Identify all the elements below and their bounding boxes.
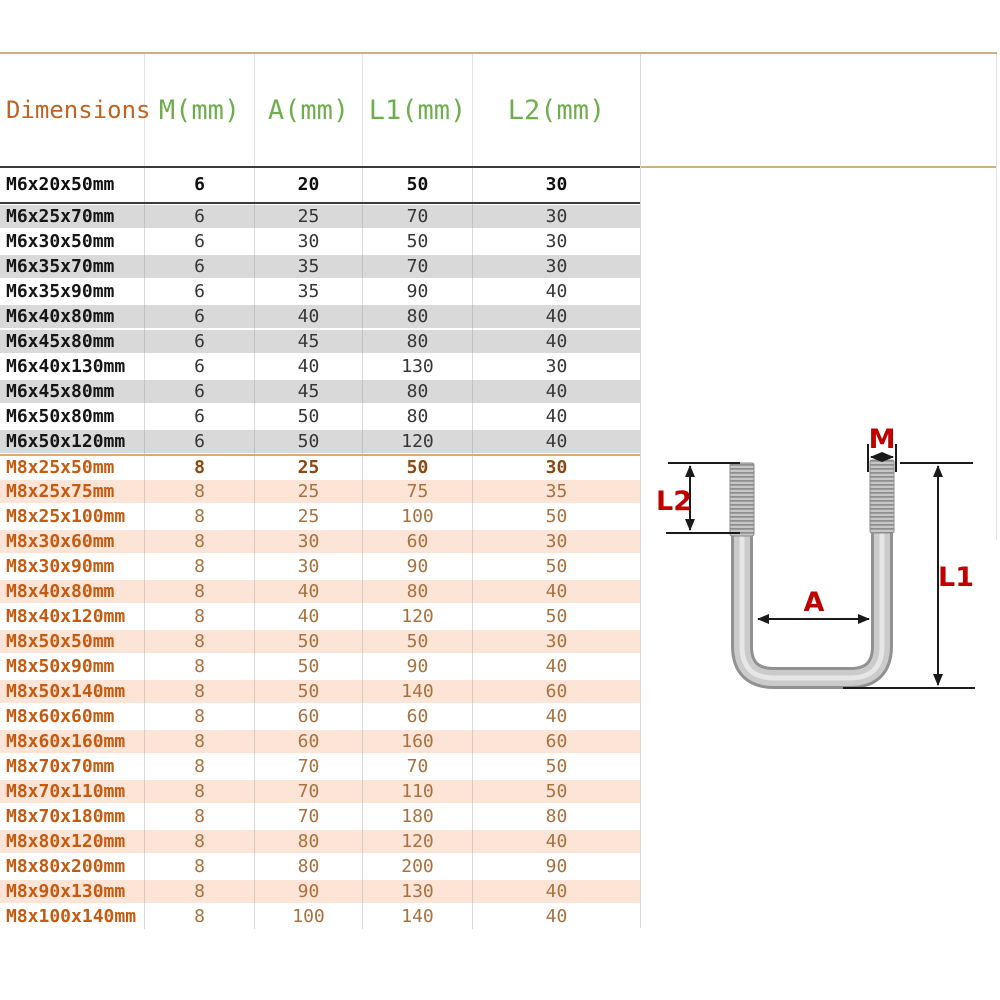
row-dimension-label: M6x20x50mm xyxy=(0,168,145,202)
row-value-m: 6 xyxy=(145,279,255,304)
row-value-a: 45 xyxy=(255,379,363,404)
row-dimension-label: M8x25x75mm xyxy=(0,479,145,504)
header-bottom-rule-right xyxy=(640,166,996,168)
row-value-a: 35 xyxy=(255,254,363,279)
row-value-m: 6 xyxy=(145,354,255,379)
row-value-m: 8 xyxy=(145,779,255,804)
row-value-l2: 35 xyxy=(545,481,568,502)
row-value-a: 40 xyxy=(255,579,363,604)
ubolt-diagram xyxy=(650,400,1000,720)
table-row xyxy=(0,529,640,554)
row-dimension-label: M6x30x50mm xyxy=(0,229,145,254)
row-value-l2: 40 xyxy=(545,706,568,727)
row-value-m: 6 xyxy=(145,379,255,404)
row-value-l2: 50 xyxy=(545,756,568,777)
row-value-l2: 30 xyxy=(545,457,568,478)
row-value-m: 6 xyxy=(145,254,255,279)
row-value-l2: 50 xyxy=(545,606,568,627)
row-value-m: 8 xyxy=(145,679,255,704)
row-value-l1: 110 xyxy=(363,779,473,804)
row-value-a: 70 xyxy=(255,804,363,829)
row-value-l1: 120 xyxy=(363,604,473,629)
row-value-a: 50 xyxy=(255,679,363,704)
row-value-l1: 80 xyxy=(363,404,473,429)
row-value-l1: 120 xyxy=(363,429,473,454)
row-value-l2: 30 xyxy=(545,174,568,195)
row-value-m: 8 xyxy=(145,504,255,529)
row-value-a: 80 xyxy=(255,829,363,854)
thread-left xyxy=(730,463,754,536)
row-dimension-label: M8x30x90mm xyxy=(0,554,145,579)
row-value-l1: 130 xyxy=(363,354,473,379)
row-value-a: 30 xyxy=(255,554,363,579)
row-value-l2: 80 xyxy=(545,806,568,827)
table-row xyxy=(0,754,640,779)
row-value-l1: 80 xyxy=(363,579,473,604)
row-value-l2: 40 xyxy=(545,281,568,302)
dim-label-l2: L2 xyxy=(656,486,692,517)
row-value-a: 60 xyxy=(255,729,363,754)
row-value-l1: 90 xyxy=(363,279,473,304)
row-value-a: 25 xyxy=(255,204,363,229)
table-row xyxy=(0,329,640,354)
row-value-m: 8 xyxy=(145,479,255,504)
table-row xyxy=(0,904,640,929)
row-value-l2: 50 xyxy=(545,556,568,577)
dim-label-m: M xyxy=(868,424,896,455)
column-header-l1: L1(mm) xyxy=(363,54,473,166)
row-value-l2: 30 xyxy=(545,631,568,652)
row-dimension-label: M8x100x140mm xyxy=(0,904,145,929)
row-value-l2: 30 xyxy=(545,531,568,552)
ubolt-shape xyxy=(730,460,894,678)
row-value-m: 8 xyxy=(145,554,255,579)
column-header-dimensions: Dimensions xyxy=(0,54,145,166)
row-value-a: 45 xyxy=(255,329,363,354)
row-value-m: 8 xyxy=(145,456,255,479)
row-value-a: 60 xyxy=(255,704,363,729)
row-dimension-label: M8x70x70mm xyxy=(0,754,145,779)
row-value-l1: 120 xyxy=(363,829,473,854)
table-row xyxy=(0,604,640,629)
row-value-a: 20 xyxy=(255,168,363,202)
row-value-l1: 70 xyxy=(363,204,473,229)
row-value-l1: 50 xyxy=(363,229,473,254)
row-value-a: 70 xyxy=(255,779,363,804)
table-row xyxy=(0,454,640,479)
row-dimension-label: M8x80x120mm xyxy=(0,829,145,854)
row-value-l1: 160 xyxy=(363,729,473,754)
row-dimension-label: M8x50x140mm xyxy=(0,679,145,704)
row-dimension-label: M6x25x70mm xyxy=(0,204,145,229)
row-value-m: 8 xyxy=(145,854,255,879)
row-value-m: 8 xyxy=(145,529,255,554)
row-value-l1: 100 xyxy=(363,504,473,529)
row-dimension-label: M6x45x80mm xyxy=(0,329,145,354)
table-row xyxy=(0,504,640,529)
table-row xyxy=(0,354,640,379)
row-value-l1: 90 xyxy=(363,654,473,679)
row-value-a: 30 xyxy=(255,229,363,254)
row-value-m: 6 xyxy=(145,429,255,454)
row-value-l2: 60 xyxy=(545,681,568,702)
row-value-l2: 90 xyxy=(545,856,568,877)
row-value-l2: 30 xyxy=(545,206,568,227)
row-value-m: 8 xyxy=(145,754,255,779)
spec-table-rows xyxy=(0,168,640,929)
row-value-l2: 40 xyxy=(545,331,568,352)
table-row xyxy=(0,404,640,429)
table-row xyxy=(0,679,640,704)
row-value-l2: 50 xyxy=(545,781,568,802)
table-row xyxy=(0,829,640,854)
row-value-m: 8 xyxy=(145,704,255,729)
row-value-m: 8 xyxy=(145,604,255,629)
table-row xyxy=(0,254,640,279)
row-value-l1: 50 xyxy=(363,456,473,479)
row-value-l1: 70 xyxy=(363,754,473,779)
row-value-l1: 90 xyxy=(363,554,473,579)
spec-table xyxy=(0,54,640,929)
table-row xyxy=(0,729,640,754)
column-header-l2: L2(mm) xyxy=(507,94,606,126)
row-value-m: 8 xyxy=(145,629,255,654)
row-value-m: 6 xyxy=(145,404,255,429)
row-value-l2: 50 xyxy=(545,506,568,527)
row-value-m: 6 xyxy=(145,168,255,202)
table-row xyxy=(0,229,640,254)
row-value-m: 8 xyxy=(145,879,255,904)
row-dimension-label: M8x25x50mm xyxy=(0,456,145,479)
row-dimension-label: M6x50x120mm xyxy=(0,429,145,454)
row-value-m: 8 xyxy=(145,804,255,829)
row-value-a: 40 xyxy=(255,604,363,629)
row-dimension-label: M8x50x50mm xyxy=(0,629,145,654)
dim-label-a: A xyxy=(803,587,825,618)
row-dimension-label: M8x50x90mm xyxy=(0,654,145,679)
row-value-l1: 80 xyxy=(363,329,473,354)
table-row xyxy=(0,304,640,329)
row-value-l1: 75 xyxy=(363,479,473,504)
row-value-l1: 130 xyxy=(363,879,473,904)
row-value-l1: 200 xyxy=(363,854,473,879)
row-value-m: 6 xyxy=(145,229,255,254)
row-value-l2: 30 xyxy=(545,256,568,277)
row-value-l2: 40 xyxy=(545,831,568,852)
row-value-a: 50 xyxy=(255,404,363,429)
row-value-l2: 40 xyxy=(545,656,568,677)
table-row xyxy=(0,879,640,904)
row-value-l1: 80 xyxy=(363,379,473,404)
row-value-l1: 140 xyxy=(363,904,473,929)
row-value-l1: 140 xyxy=(363,679,473,704)
row-value-l2: 40 xyxy=(545,406,568,427)
row-value-m: 6 xyxy=(145,204,255,229)
row-value-a: 80 xyxy=(255,854,363,879)
row-dimension-label: M8x30x60mm xyxy=(0,529,145,554)
row-value-m: 8 xyxy=(145,579,255,604)
row-value-m: 8 xyxy=(145,904,255,929)
row-dimension-label: M8x70x180mm xyxy=(0,804,145,829)
table-row xyxy=(0,429,640,454)
row-value-a: 30 xyxy=(255,529,363,554)
row-dimension-label: M8x80x200mm xyxy=(0,854,145,879)
row-dimension-label: M6x40x80mm xyxy=(0,304,145,329)
row-value-a: 70 xyxy=(255,754,363,779)
row-value-a: 35 xyxy=(255,279,363,304)
table-row xyxy=(0,704,640,729)
dimension-lines xyxy=(666,444,975,688)
row-value-a: 25 xyxy=(255,456,363,479)
row-dimension-label: M6x50x80mm xyxy=(0,404,145,429)
row-value-m: 8 xyxy=(145,654,255,679)
row-value-a: 25 xyxy=(255,479,363,504)
row-value-a: 50 xyxy=(255,654,363,679)
row-value-l2: 40 xyxy=(545,431,568,452)
row-dimension-label: M8x25x100mm xyxy=(0,504,145,529)
row-value-a: 50 xyxy=(255,629,363,654)
table-row xyxy=(0,579,640,604)
table-row xyxy=(0,654,640,679)
column-header-a: A(mm) xyxy=(255,54,363,166)
row-value-a: 90 xyxy=(255,879,363,904)
row-value-l2: 40 xyxy=(545,306,568,327)
row-dimension-label: M8x70x110mm xyxy=(0,779,145,804)
table-row xyxy=(0,854,640,879)
row-dimension-label: M8x40x120mm xyxy=(0,604,145,629)
row-dimension-label: M6x40x130mm xyxy=(0,354,145,379)
table-row xyxy=(0,804,640,829)
row-value-l1: 180 xyxy=(363,804,473,829)
thread-right xyxy=(870,460,894,533)
table-row xyxy=(0,168,640,204)
row-dimension-label: M8x60x160mm xyxy=(0,729,145,754)
row-dimension-label: M6x45x80mm xyxy=(0,379,145,404)
row-value-a: 50 xyxy=(255,429,363,454)
row-value-l1: 50 xyxy=(363,168,473,202)
row-value-l2: 30 xyxy=(545,356,568,377)
row-value-a: 40 xyxy=(255,304,363,329)
row-value-l1: 50 xyxy=(363,629,473,654)
row-value-l2: 40 xyxy=(545,581,568,602)
row-value-l1: 70 xyxy=(363,254,473,279)
row-value-a: 100 xyxy=(255,904,363,929)
table-right-border xyxy=(640,54,641,928)
row-value-m: 8 xyxy=(145,829,255,854)
row-value-l2: 40 xyxy=(545,881,568,902)
dim-label-l1: L1 xyxy=(938,562,974,593)
row-value-l1: 60 xyxy=(363,704,473,729)
table-row xyxy=(0,554,640,579)
table-row xyxy=(0,629,640,654)
row-value-l1: 80 xyxy=(363,304,473,329)
table-header-row xyxy=(0,54,640,168)
row-dimension-label: M8x60x60mm xyxy=(0,704,145,729)
row-dimension-label: M8x40x80mm xyxy=(0,579,145,604)
row-value-l2: 40 xyxy=(545,381,568,402)
table-row xyxy=(0,279,640,304)
row-value-m: 6 xyxy=(145,329,255,354)
row-dimension-label: M8x90x130mm xyxy=(0,879,145,904)
row-value-a: 40 xyxy=(255,354,363,379)
row-value-a: 25 xyxy=(255,504,363,529)
row-dimension-label: M6x35x70mm xyxy=(0,254,145,279)
table-row xyxy=(0,204,640,229)
row-value-l2: 60 xyxy=(545,731,568,752)
row-value-l1: 60 xyxy=(363,529,473,554)
row-value-m: 8 xyxy=(145,729,255,754)
table-row xyxy=(0,379,640,404)
table-row xyxy=(0,479,640,504)
row-value-l2: 30 xyxy=(545,231,568,252)
table-row xyxy=(0,779,640,804)
row-dimension-label: M6x35x90mm xyxy=(0,279,145,304)
row-value-m: 6 xyxy=(145,304,255,329)
row-value-l2: 40 xyxy=(545,906,568,927)
column-header-m: M(mm) xyxy=(145,54,255,166)
